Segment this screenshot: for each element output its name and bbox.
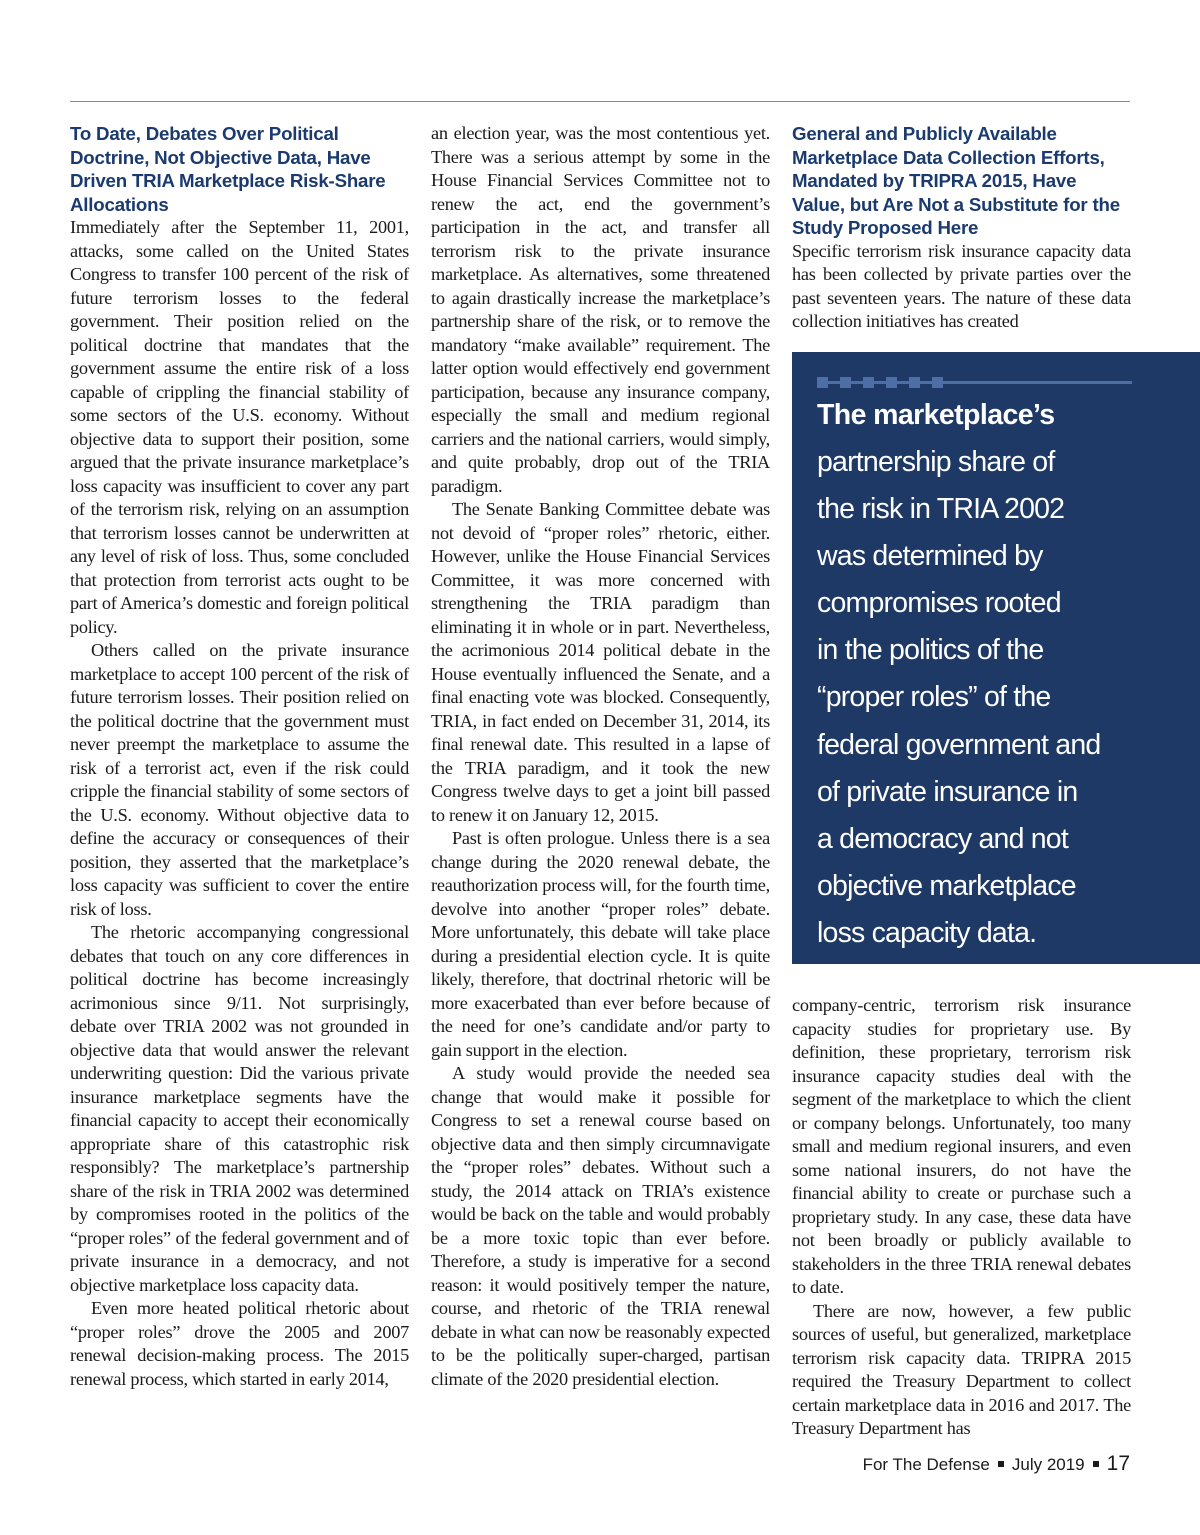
page-number: 17 (1106, 1452, 1130, 1475)
section-heading-2: General and Publicly Available Marketplace Data Collection Efforts, Mandated by TRIPRA 2015, Have Value, but Are Not a Substitute for the Study Proposed Here (792, 123, 1120, 238)
paragraph: Past is often prologue. Unless there is a sea change during the 2020 renewal debate, the reauthorization process will, for the fourth time, devolve into another “proper roles” debate. More unfortunately, this debate will take place during a presidential election cycle. It is quite likely, therefore, that doctrinal rhetoric will be more exacerbated than ever before because of the need for one’s candidate and/or party to gain support in the election. (431, 828, 770, 1060)
paragraph: Even more heated political rhetoric about “proper roles” drove the 2005 and 2007 renewal decision-making process. The 2015 renewal process, which started in early 2014, (70, 1298, 409, 1389)
bullet-separator (998, 1461, 1004, 1467)
bullet-separator (1093, 1461, 1099, 1467)
column-1 (70, 122, 409, 1391)
paragraph: company-centric, terrorism risk insurance capacity studies for proprietary use. By definition, these proprietary, terrorism risk insurance capacity studies deal with the segment of the marketplace to which the client or company belongs. Unfortunately, too many small and medium regional insurers, and even some national insurers, do not have the financial ability to create or purchase such a proprietary study. In any case, these data have not been broadly or publicly available to stakeholders in the three TRIA renewal debates to date. (792, 995, 1131, 1297)
column-3-bottom (792, 994, 1131, 1441)
paragraph: Immediately after the September 11, 2001, attacks, some called on the United States Congress to transfer 100 percent of the risk of future terrorism losses to the federal government. Their position relied on the political doctrine that mandates that the government assume the entire risk of a loss capable of crippling the financial stability of some sectors of the U.S. economy. Without objective data to support their position, some argued that the private insurance marketplace’s loss capacity was insufficient to cover any part of the terrorism risk, relying on an assumption that terrorism losses cannot be underwritten at any level of risk of loss. Thus, some concluded that protection from terrorist acts ought to be part of America’s domestic and foreign political policy. (70, 217, 409, 637)
pull-quote-text: partnership share of the risk in TRIA 2002 was determined by compromises rooted in the politics of the “proper roles” of the federal government and of private insurance in a democracy and not objective marketplace loss capacity data. (817, 446, 1101, 949)
pull-quote-lead: The marketplace’s (817, 399, 1055, 431)
paragraph: The rhetoric accompanying congressional debates that touch on any core differences in political doctrine has become increasingly acrimonious since 9/11. Not surprisingly, debate over TRIA 2002 was not grounded in objective data that would answer the relevant underwriting question: Did the various private insurance marketplace segments have the financial capacity to accept their economically appropriate share of this catastrophic risk responsibly? The marketplace’s partnership share of the risk in TRIA 2002 was determined by compromises rooted in the politics of the “proper roles” of the federal government and of private insurance in a democracy, and not objective marketplace loss capacity data. (70, 922, 409, 1295)
publication-name: For The Defense (862, 1455, 990, 1474)
top-rule (70, 101, 1130, 102)
pull-quote (792, 352, 1200, 964)
column-2 (431, 122, 770, 1391)
page-footer (863, 1452, 1130, 1477)
paragraph: Others called on the private insurance marketplace to accept 100 percent of the risk of future terrorism losses. Their position relied on the political doctrine that the government must never preempt the marketplace to assume the risk of a terrorist act, even if the risk could cripple the financial stability of some sectors of the U.S. economy. Without objective data to define the accuracy or consequences of their position, they asserted that the marketplace’s loss capacity was sufficient to cover the entire risk of loss. (70, 640, 409, 919)
paragraph: Specific terrorism risk insurance capacity data has been collected by private parties over the past seventeen years. The nature of these data collection initiatives has created (792, 240, 1131, 331)
column-3-top (792, 122, 1131, 334)
issue-date: July 2019 (1011, 1455, 1085, 1474)
square-dots-ornament (817, 377, 1132, 386)
paragraph: an election year, was the most contentious yet. There was a serious attempt by some in the House Financial Services Committee not to renew the act, end the government’s participation in the act, and transfer all terrorism risk to the private insurance marketplace. As alternatives, some threatened to again drastically increase the marketplace’s partnership share of the risk, or to remove the mandatory “make available” requirement. The latter option would effectively end government participation, because any insurance company, especially the small and medium regional carriers and the national carriers, would simply, and quite probably, drop out of the TRIA paradigm. (431, 123, 770, 496)
paragraph: A study would provide the needed sea change that would make it possible for Congress to set a renewal course based on objective data and then simply circumnavigate the “proper roles” debates. Without such a study, the 2014 attack on TRIA’s existence would be back on the table and would probably be a more toxic topic than ever before. Therefore, a study is imperative for a second reason: it would positively temper the nature, course, and rhetoric of the TRIA renewal debate in what can now be reasonably expected to be the politically super-charged, partisan climate of the 2020 presidential election. (431, 1063, 770, 1389)
paragraph: The Senate Banking Committee debate was not devoid of “proper roles” rhetoric, either. However, unlike the House Financial Services Committee, it was more concerned with strengthening the TRIA paradigm than eliminating it in whole or in part. Nevertheless, the acrimonious 2014 political debate in the House eventually influenced the Senate, and a final enacting vote was blocked. Consequently, TRIA, in fact ended on December 31, 2014, its final renewal date. This resulted in a lapse of the TRIA paradigm, and it took the new Congress twelve days to get a joint bill passed to renew it on January 12, 2015. (431, 499, 770, 825)
section-heading-1: To Date, Debates Over Political Doctrine, Not Objective Data, Have Driven TRIA Marketplace Risk-Share Allocations (70, 123, 386, 215)
paragraph: There are now, however, a few public sources of useful, but generalized, marketplace terrorism risk capacity data. TRIPRA 2015 required the Treasury Department to collect certain marketplace data in 2016 and 2017. The Treasury Department has (792, 1300, 1131, 1438)
